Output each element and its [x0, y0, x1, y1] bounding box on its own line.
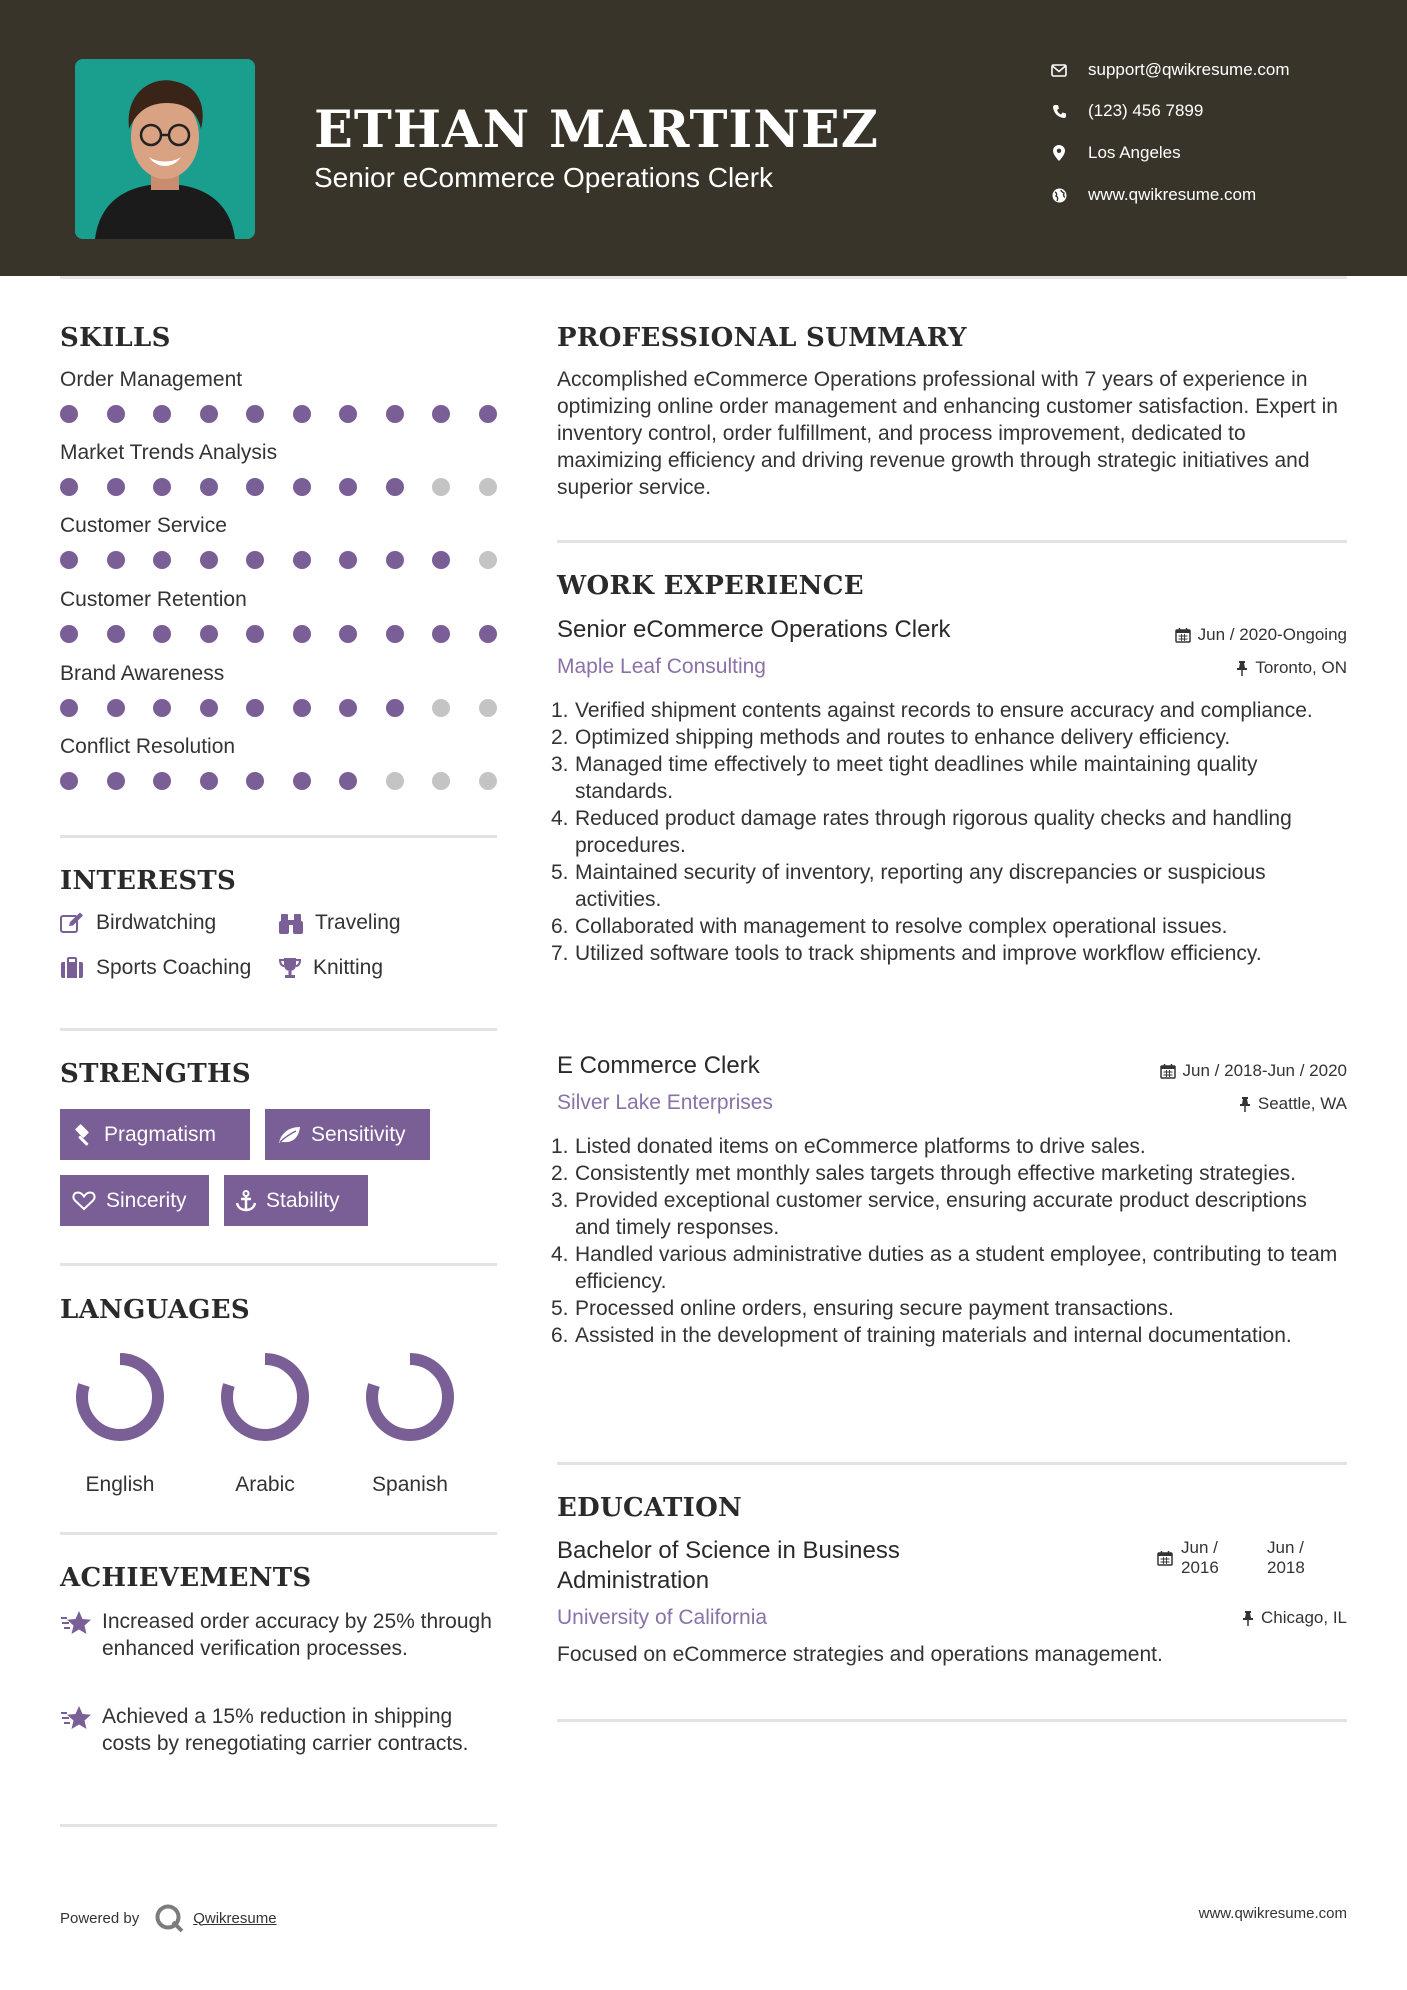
rating-dot-filled	[339, 625, 357, 643]
strength-tag	[265, 1109, 430, 1160]
summary-heading: PROFESSIONAL SUMMARY	[557, 323, 967, 353]
header-divider	[60, 276, 1347, 279]
rating-dot-filled	[293, 478, 311, 496]
job-location-text: Seattle, WA	[1257, 1094, 1347, 1113]
language-level-ring	[68, 1345, 172, 1449]
rating-dot-filled	[246, 551, 264, 569]
pushpin-icon	[1239, 1096, 1251, 1112]
education-heading: EDUCATION	[557, 1493, 743, 1523]
rating-dot-filled	[386, 699, 404, 717]
rating-dot-filled	[432, 405, 450, 423]
rating-dot-empty	[432, 772, 450, 790]
section-divider	[60, 1824, 497, 1827]
rating-dot-filled	[107, 699, 125, 717]
language-item	[60, 1345, 180, 1497]
language-level-ring	[213, 1345, 317, 1449]
interests-heading: INTERESTS	[60, 866, 237, 896]
leaf-icon	[277, 1125, 301, 1145]
envelope-icon	[1050, 61, 1068, 79]
rating-dot-filled	[293, 699, 311, 717]
education-end-date: Jun / 2018	[1267, 1538, 1305, 1577]
contact-phone[interactable]	[1050, 96, 1203, 126]
rating-dot-filled	[60, 478, 78, 496]
rating-dot-filled	[293, 625, 311, 643]
rating-dot-filled	[107, 625, 125, 643]
skill-name: Brand Awareness	[60, 662, 225, 685]
interest-label: Sports Coaching	[96, 956, 252, 979]
pushpin-icon	[1242, 1610, 1254, 1626]
skill-name: Customer Service	[60, 514, 227, 537]
rating-dot-filled	[246, 772, 264, 790]
job-bullet: 1. Verified shipment contents against records to ensure accuracy and compliance.	[551, 699, 1313, 722]
map-marker-icon	[1050, 144, 1068, 162]
language-item	[350, 1345, 470, 1497]
job-dates-text: Jun / 2018-Jun / 2020	[1182, 1061, 1347, 1080]
job-bullet: 4. Reduced product damage rates through rigorous quality checks and handling procedures.	[551, 807, 1292, 857]
rating-dot-filled	[339, 699, 357, 717]
job-company: Silver Lake Enterprises	[557, 1091, 773, 1114]
rating-dot-filled	[200, 478, 218, 496]
candidate-title: Senior eCommerce Operations Clerk	[314, 162, 774, 193]
education-description: Focused on eCommerce strategies and operations management.	[557, 1643, 1163, 1666]
skill-name: Market Trends Analysis	[60, 441, 278, 464]
pushpin-icon	[1236, 660, 1248, 676]
gavel-icon	[72, 1124, 94, 1146]
summary-text: Accomplished eCommerce Operations professional with 7 years of experience in optimizing online order management and enhancing customer satisfaction. Expert in inventory control, order fulfillment, and process improvement, dedicated to maximizing efficiency and driving revenue growth through strategic initiatives and superior service.	[557, 368, 1338, 499]
rating-dot-filled	[432, 625, 450, 643]
interest-traveling	[279, 911, 401, 935]
section-divider	[60, 1532, 497, 1535]
achievement-text: Increased order accuracy by 25% through enhanced verification processes.	[102, 1610, 492, 1660]
languages-heading: LANGUAGES	[60, 1295, 250, 1325]
person-avatar-icon	[75, 59, 255, 239]
star-icon	[60, 1705, 92, 1731]
education-location	[1242, 1608, 1347, 1628]
rating-dot-filled	[339, 772, 357, 790]
language-level-arc	[227, 1359, 303, 1435]
rating-dot-filled	[107, 405, 125, 423]
footer-powered-by	[60, 1903, 277, 1933]
rating-dot-filled	[339, 478, 357, 496]
job-dates	[1160, 1061, 1347, 1081]
job-bullet: 7. Utilized software tools to track shipments and improve workflow efficiency.	[551, 942, 1262, 965]
job-bullet: 3. Provided exceptional customer service, ensuring accurate product descriptions and timely responses.	[551, 1189, 1307, 1239]
achievement-text: Achieved a 15% reduction in shipping costs by renegotiating carrier contracts.	[102, 1705, 469, 1755]
rating-dot-filled	[60, 551, 78, 569]
skills-heading: SKILLS	[60, 323, 171, 353]
job-dates	[1175, 625, 1347, 645]
language-name: Arabic	[235, 1473, 295, 1496]
degree-title: Bachelor of Science in Business Administration	[557, 1537, 900, 1594]
footer-website-link[interactable]: www.qwikresume.com	[1198, 1905, 1347, 1922]
skill-name: Conflict Resolution	[60, 735, 236, 758]
language-name: English	[85, 1473, 155, 1496]
job-location-text: Toronto, ON	[1255, 658, 1347, 677]
contact-email[interactable]	[1050, 55, 1290, 85]
rating-dot-filled	[200, 405, 218, 423]
language-item	[205, 1345, 325, 1497]
job-location	[1239, 1094, 1347, 1114]
section-divider	[60, 835, 497, 838]
interest-birdwatching	[60, 911, 216, 935]
rating-dot-filled	[386, 405, 404, 423]
job-bullet: 3. Managed time effectively to meet tight deadlines while maintaining quality standards.	[551, 753, 1258, 803]
calendar-icon	[1157, 1550, 1173, 1566]
section-divider	[557, 540, 1347, 543]
job-dates-text: Jun / 2020-Ongoing	[1197, 625, 1347, 644]
rating-dot-filled	[246, 405, 264, 423]
job-bullet: 6. Collaborated with management to resolve complex operational issues.	[551, 915, 1228, 938]
strength-tag	[224, 1175, 368, 1226]
section-divider	[60, 1028, 497, 1031]
binoculars-icon	[279, 912, 303, 934]
heart-icon	[72, 1191, 96, 1211]
rating-dot-empty	[479, 551, 497, 569]
strength-label: Sincerity	[106, 1188, 187, 1212]
job-company: Maple Leaf Consulting	[557, 655, 766, 678]
education-location-text: Chicago, IL	[1261, 1608, 1347, 1627]
job-bullet: 5. Processed online orders, ensuring secure payment transactions.	[551, 1297, 1174, 1320]
interest-label: Knitting	[313, 956, 384, 979]
rating-dot-filled	[200, 772, 218, 790]
rating-dot-filled	[153, 551, 171, 569]
globe-icon	[1050, 186, 1068, 204]
rating-dot-filled	[153, 625, 171, 643]
language-level-arc	[372, 1359, 448, 1435]
contact-location	[1050, 138, 1181, 168]
contact-location-text: Los Angeles	[1088, 143, 1181, 162]
job-bullet: 1. Listed donated items on eCommerce platforms to drive sales.	[551, 1135, 1146, 1158]
job-bullet: 6. Assisted in the development of training materials and internal documentation.	[551, 1324, 1292, 1347]
profile-photo	[75, 59, 255, 239]
strength-tag	[60, 1109, 250, 1160]
skill-name: Order Management	[60, 368, 243, 391]
job-location	[1236, 658, 1347, 678]
rating-dot-filled	[293, 551, 311, 569]
skill-rating	[60, 772, 500, 790]
strengths-heading: STRENGTHS	[60, 1059, 251, 1089]
rating-dot-filled	[339, 405, 357, 423]
contact-phone-text: (123) 456 7899	[1088, 101, 1204, 120]
language-level-arc	[82, 1359, 158, 1435]
calendar-icon	[1160, 1063, 1176, 1079]
achievements-heading: ACHIEVEMENTS	[60, 1563, 312, 1593]
rating-dot-filled	[60, 405, 78, 423]
rating-dot-filled	[60, 772, 78, 790]
skill-name: Customer Retention	[60, 588, 247, 611]
interest-sports-coaching	[60, 956, 251, 980]
rating-dot-filled	[153, 772, 171, 790]
experience-heading: WORK EXPERIENCE	[557, 571, 864, 601]
rating-dot-filled	[200, 551, 218, 569]
job-bullet: 2. Consistently met monthly sales targets through effective marketing strategies.	[551, 1162, 1296, 1185]
strength-tag	[60, 1175, 209, 1226]
rating-dot-filled	[153, 699, 171, 717]
powered-by-text: Powered by	[60, 1909, 140, 1927]
section-divider	[557, 1462, 1347, 1465]
strength-label: Sensitivity	[311, 1122, 406, 1146]
rating-dot-empty	[386, 772, 404, 790]
qwikresume-link[interactable]: Qwikresume	[193, 1909, 277, 1927]
rating-dot-filled	[60, 699, 78, 717]
rating-dot-filled	[153, 405, 171, 423]
rating-dot-filled	[246, 478, 264, 496]
job-title: Senior eCommerce Operations Clerk	[557, 616, 951, 643]
language-name: Spanish	[372, 1473, 448, 1496]
calendar-icon	[1175, 627, 1191, 643]
rating-dot-empty	[479, 699, 497, 717]
skill-rating	[60, 551, 500, 569]
skill-rating	[60, 625, 500, 643]
skill-rating	[60, 699, 500, 717]
rating-dot-empty	[479, 478, 497, 496]
qwikresume-logo-icon	[153, 1903, 185, 1933]
job-title: E Commerce Clerk	[557, 1052, 760, 1079]
achievement-item	[60, 1608, 500, 1662]
rating-dot-filled	[432, 551, 450, 569]
rating-dot-filled	[386, 625, 404, 643]
job-bullets	[551, 1133, 1347, 1349]
edit-icon	[60, 912, 84, 934]
rating-dot-filled	[246, 699, 264, 717]
rating-dot-filled	[386, 551, 404, 569]
rating-dot-filled	[200, 625, 218, 643]
strength-label: Pragmatism	[104, 1122, 217, 1146]
rating-dot-filled	[339, 551, 357, 569]
rating-dot-filled	[107, 772, 125, 790]
contact-website[interactable]	[1050, 180, 1256, 210]
anchor-icon	[236, 1190, 256, 1212]
job-bullet: 5. Maintained security of inventory, reporting any discrepancies or suspicious activities.	[551, 861, 1266, 911]
trophy-icon	[279, 957, 301, 979]
strength-label: Stability	[266, 1188, 340, 1212]
resume-header	[0, 0, 1407, 276]
rating-dot-filled	[60, 625, 78, 643]
rating-dot-filled	[386, 478, 404, 496]
phone-icon	[1050, 102, 1068, 120]
contact-email-text: support@qwikresume.com	[1088, 60, 1290, 79]
interest-label: Birdwatching	[96, 911, 217, 934]
rating-dot-filled	[479, 625, 497, 643]
job-bullet: 2. Optimized shipping methods and routes to enhance delivery efficiency.	[551, 726, 1231, 749]
rating-dot-filled	[153, 478, 171, 496]
section-divider	[557, 1719, 1347, 1722]
rating-dot-filled	[107, 551, 125, 569]
rating-dot-filled	[479, 405, 497, 423]
job-bullet: 4. Handled various administrative duties as a student employee, contributing to team efficiency.	[551, 1243, 1338, 1293]
briefcase-icon	[60, 957, 84, 979]
achievement-item	[60, 1703, 500, 1757]
star-icon	[60, 1610, 92, 1636]
rating-dot-empty	[479, 772, 497, 790]
rating-dot-filled	[246, 625, 264, 643]
rating-dot-filled	[200, 699, 218, 717]
rating-dot-empty	[432, 478, 450, 496]
skill-rating	[60, 478, 500, 496]
rating-dot-filled	[293, 772, 311, 790]
section-divider	[60, 1263, 497, 1266]
interest-knitting	[279, 956, 383, 980]
education-start-date: Jun / 2016	[1181, 1538, 1219, 1577]
rating-dot-empty	[432, 699, 450, 717]
language-level-ring	[358, 1345, 462, 1449]
contact-website-text: www.qwikresume.com	[1088, 185, 1257, 204]
job-bullets	[551, 697, 1347, 967]
skill-rating	[60, 405, 500, 423]
rating-dot-filled	[107, 478, 125, 496]
school-name: University of California	[557, 1606, 768, 1629]
candidate-name: ETHAN MARTINEZ	[314, 100, 879, 160]
interest-label: Traveling	[315, 911, 401, 934]
rating-dot-filled	[293, 405, 311, 423]
